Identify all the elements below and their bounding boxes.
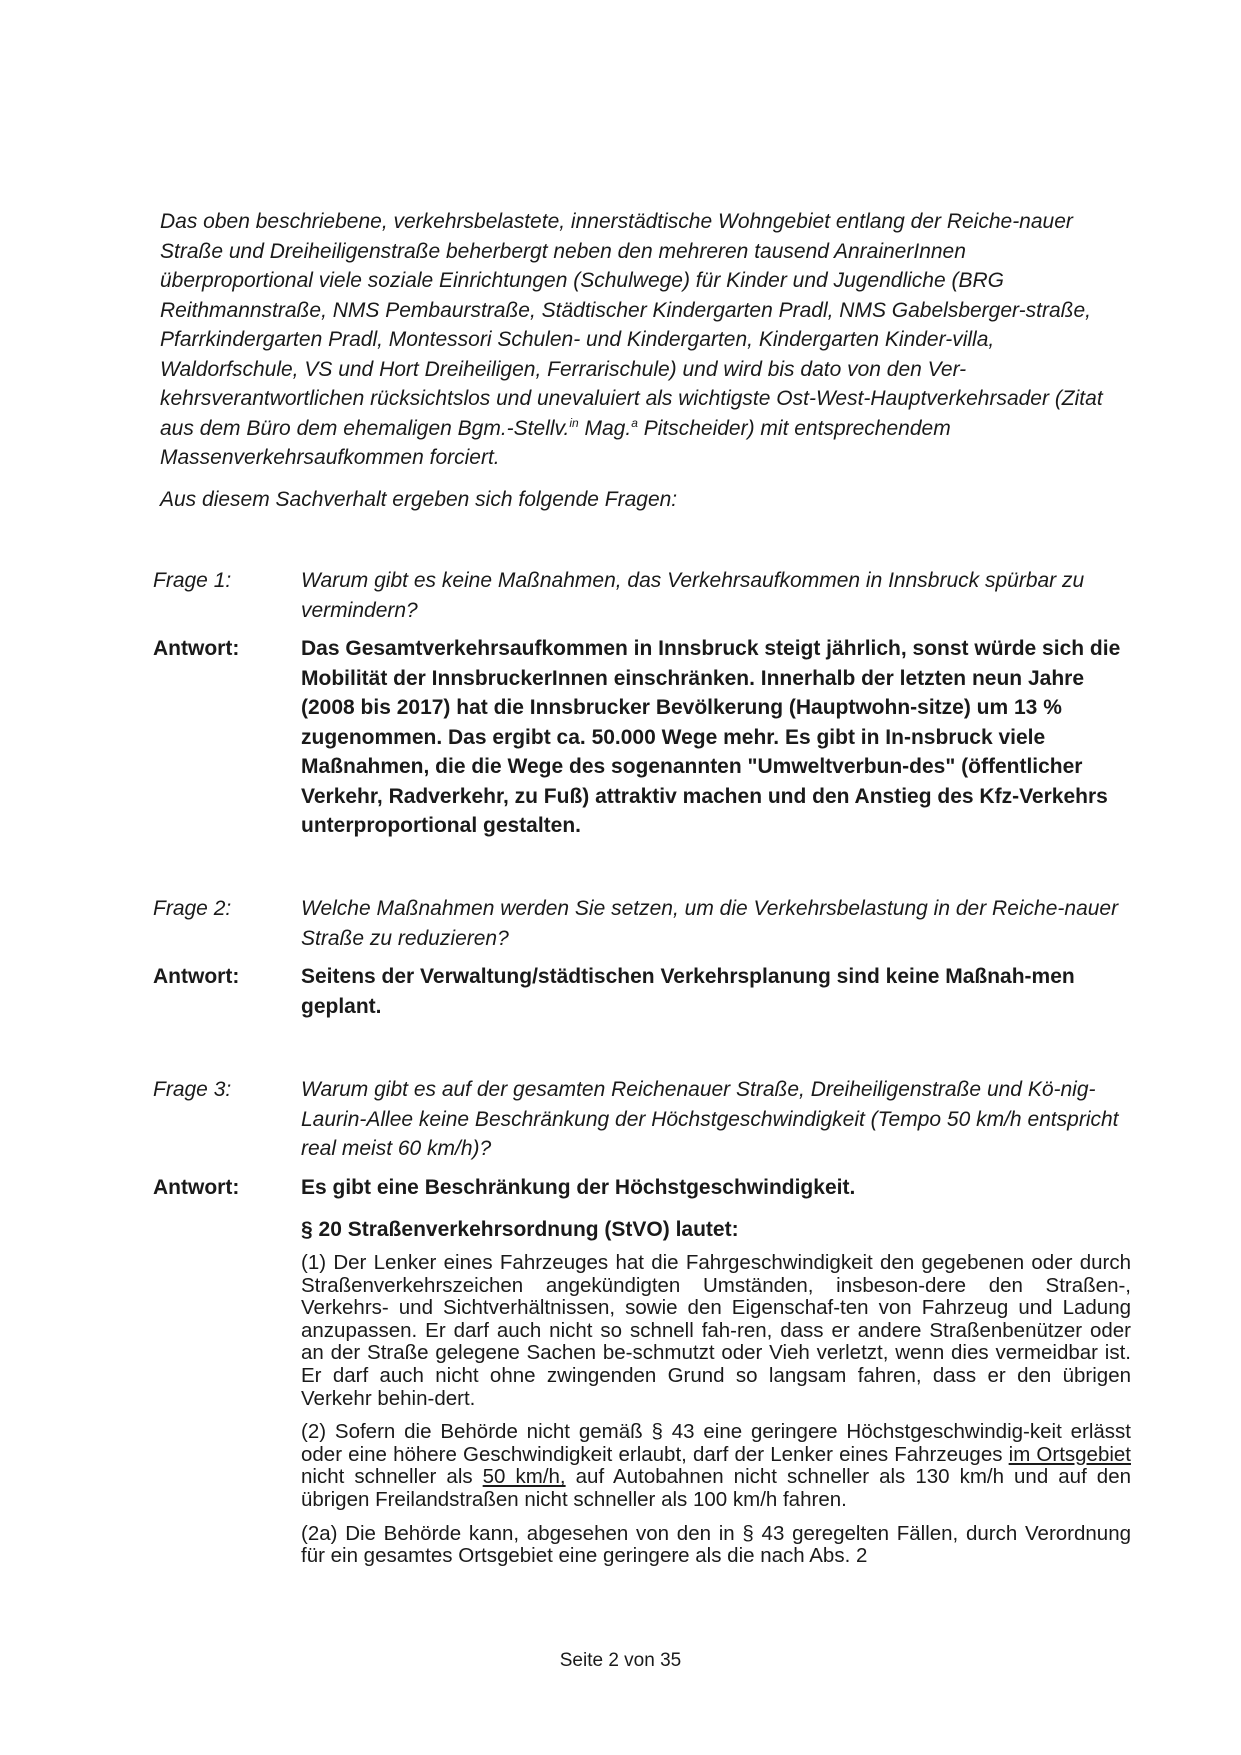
intro-section — [160, 207, 1120, 514]
law-quote — [301, 1252, 1131, 1579]
intro-text-part: Mag. — [578, 416, 632, 440]
answer-3 — [153, 1173, 1133, 1203]
intro-text-part: Pitscheider) mit entsprechendem Massenverkehrsaufkommen forciert. — [160, 416, 951, 469]
answer-1 — [153, 634, 1133, 841]
underlined-text: im Ortsgebiet — [1008, 1442, 1131, 1466]
question-label: Frage 1: — [153, 569, 232, 592]
law-paragraph-2a: (2a) Die Behörde kann, abgesehen von den in § 43 geregelten Fällen, durch Verordnung für ein gesamtes Ortsgebiet eine geringere als die nach Abs. 2 — [301, 1521, 1131, 1568]
question-text: Warum gibt es auf der gesamten Reichenauer Straße, Dreiheiligenstraße und Kö-nig-Laurin-Allee keine Beschränkung der Höchstgeschwindigkeit (Tempo 50 km/h entspricht real meist 60 km/h)? — [301, 1078, 1119, 1160]
law-paragraph-2 — [301, 1421, 1131, 1511]
question-3 — [153, 1075, 1133, 1164]
intro-paragraph — [160, 207, 1120, 473]
law-text-part: (2) Sofern die Behörde nicht gemäß § 43 eine geringere Höchstgeschwindig-keit erlässt oder eine höhere Geschwindigkeit erlaubt, darf der Lenker eines Fahrzeuges — [301, 1420, 1131, 1466]
law-paragraph-1: (1) Der Lenker eines Fahrzeuges hat die Fahrgeschwindigkeit den gegebenen oder durch Straßenverkehrszeichen angekündigten Umständen, insbeson-dere den Straßen-, Verkehrs- und Sichtverhältnissen, sowie den Eigenschaf-ten von Fahrzeug und Ladung anzupassen. Er darf auch nicht so schnell fah-ren, dass er andere Straßenbenützer oder an der Straße gelegene Sachen be-schmutzt oder Vieh verletzt, wenn dies vermeidbar ist. Er darf auch nicht ohne zwingenden Grund so langsam fahren, dass er den übrigen Verkehr behin-dert. — [301, 1251, 1131, 1410]
superscript-a: a — [631, 415, 638, 430]
answer-text: Seitens der Verwaltung/städtischen Verkehrsplanung sind keine Maßnah-men geplant. — [301, 965, 1075, 1018]
answer-label: Antwort: — [153, 1176, 240, 1199]
question-text: Welche Maßnahmen werden Sie setzen, um die Verkehrsbelastung in der Reiche-nauer Straße zu reduzieren? — [301, 897, 1119, 950]
superscript-in: in — [569, 415, 579, 430]
questions-lead: Aus diesem Sachverhalt ergeben sich folgende Fragen: — [160, 487, 678, 511]
question-label: Frage 2: — [153, 897, 232, 920]
question-text: Warum gibt es keine Maßnahmen, das Verkehrsaufkommen in Innsbruck spürbar zu vermindern? — [301, 569, 1085, 622]
answer-label: Antwort: — [153, 637, 240, 660]
question-1 — [153, 566, 1133, 625]
answer-2 — [153, 962, 1133, 1021]
intro-text-part: Das oben beschriebene, verkehrsbelastete, innerstädtische Wohngebiet entlang der Reiche-nauer Straße und Dreiheiligenstraße beherbergt neben den mehreren tausend AnrainerInnen überproportional viele soziale Einrichtungen (Schulwege) für Kinder und Jugendliche (BRG Reithmannstraße, NMS Pembaurstraße, Städtischer Kindergarten Pradl, NMS Gabelsberger-straße, Pfarrkindergarten Pradl, Montessori Schulen- und Kindergarten, Kindergarten Kinder-villa, Waldorfschule, VS und Hort Dreiheiligen, Ferrarischule) und wird bis dato von den Ver-kehrsverantwortlichen rücksichtslos und unevaluiert als wichtigste Ost-West-Hauptverkehrsader (Zitat aus dem Büro dem ehemaligen Bgm.-Stellv. — [160, 210, 1103, 440]
answer-label: Antwort: — [153, 965, 240, 988]
answer-text: Es gibt eine Beschränkung der Höchstgeschwindigkeit. — [301, 1176, 856, 1199]
law-text-part: nicht schneller als — [301, 1465, 483, 1489]
law-text-part: auf Autobahnen nicht schneller als 130 km/h und auf den übrigen Freilandstraßen nicht schneller als 100 km/h fahren. — [301, 1465, 1131, 1511]
page-footer: Seite 2 von 35 — [559, 1650, 682, 1671]
underlined-text: 50 km/h, — [482, 1465, 566, 1489]
law-heading: § 20 Straßenverkehrsordnung (StVO) lautet: — [301, 1218, 739, 1241]
question-2 — [153, 894, 1133, 953]
question-label: Frage 3: — [153, 1078, 232, 1101]
answer-text: Das Gesamtverkehrsaufkommen in Innsbruck steigt jährlich, sonst würde sich die Mobilität der InnsbruckerInnen einschränken. Innerhalb der letzten neun Jahre (2008 bis 2017) hat die Innsbrucker Bevölkerung (Hauptwohn-sitze) um 13 % zugenommen. Das ergibt ca. 50.000 Wege mehr. Es gibt in In-nsbruck viele Maßnahmen, die die Wege des sogenannten "Umweltverbun-des" (öffentlicher Verkehr, Radverkehr, zu Fuß) attraktiv machen und den Anstieg des Kfz-Verkehrs unterproportional gestalten. — [301, 637, 1121, 837]
